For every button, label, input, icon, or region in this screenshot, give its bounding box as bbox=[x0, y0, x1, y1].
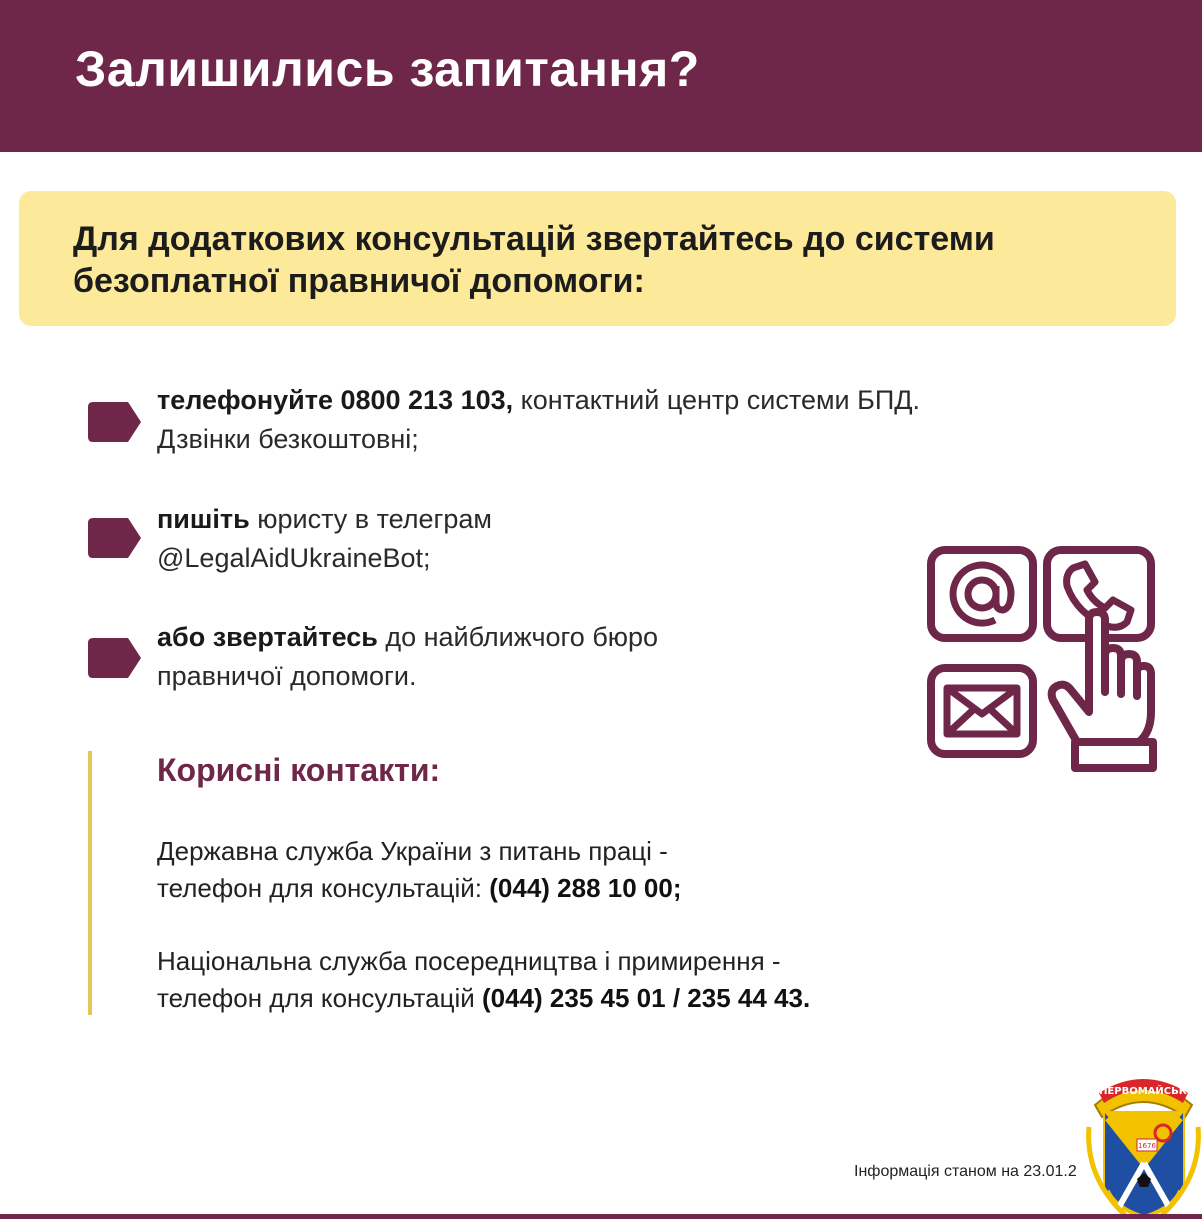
list-item bbox=[157, 500, 492, 578]
contact-org: Національна служба посередництва і примирення - bbox=[157, 946, 781, 976]
item-text-line2: правничої допомоги. bbox=[157, 661, 417, 691]
item-text: юристу в телеграм bbox=[249, 504, 492, 534]
page-header bbox=[0, 0, 1202, 152]
item-bold-text: телефонуйте 0800 213 103, bbox=[157, 385, 514, 415]
contact-entry bbox=[157, 833, 682, 907]
contact-entry bbox=[157, 943, 810, 1017]
contact-label: телефон для консультацій bbox=[157, 983, 483, 1013]
contact-phone[interactable]: (044) 235 45 01 / 235 44 43. bbox=[482, 983, 811, 1013]
envelope-icon bbox=[947, 688, 1017, 734]
contacts-title: Корисні контакти: bbox=[157, 752, 441, 788]
accent-divider bbox=[88, 751, 92, 1015]
tag-bullet-icon bbox=[88, 518, 141, 558]
crest-year: 1676 bbox=[1138, 1142, 1156, 1150]
tag-bullet-icon bbox=[88, 638, 141, 678]
item-bold-text: або звертайтесь bbox=[157, 622, 378, 652]
info-date-note: Інформація станом на 23.01.2 bbox=[854, 1163, 1077, 1180]
item-text: контактний центр системи БПД. bbox=[513, 385, 921, 415]
city-crest-logo bbox=[1085, 1067, 1202, 1219]
info-banner bbox=[19, 191, 1176, 326]
banner-text: Для додаткових консультацій звертайтесь до системи безоплатної правничої допомоги: bbox=[73, 220, 995, 300]
crest-ribbon-text: ПЕРВОМАЙСЬК bbox=[1099, 1086, 1187, 1097]
list-item bbox=[157, 618, 658, 696]
item-text-line2: Дзвінки безкоштовні; bbox=[157, 424, 419, 454]
contact-phone[interactable]: (044) 288 10 00; bbox=[489, 873, 682, 903]
tag-bullet-icon bbox=[88, 402, 141, 442]
contact-label: телефон для консультацій: bbox=[157, 873, 490, 903]
list-item bbox=[157, 381, 920, 459]
bottom-border bbox=[0, 1214, 1202, 1219]
item-text: до найближчого бюро bbox=[377, 622, 659, 652]
telegram-link[interactable]: @LegalAidUkraineBot; bbox=[157, 543, 431, 573]
item-bold-text: пишіть bbox=[157, 504, 250, 534]
contact-org: Державна служба України з питань праці - bbox=[157, 836, 668, 866]
page-title: Залишились запитання? bbox=[75, 41, 700, 97]
contact-illustration bbox=[925, 544, 1159, 774]
at-sign-icon bbox=[953, 565, 1011, 623]
